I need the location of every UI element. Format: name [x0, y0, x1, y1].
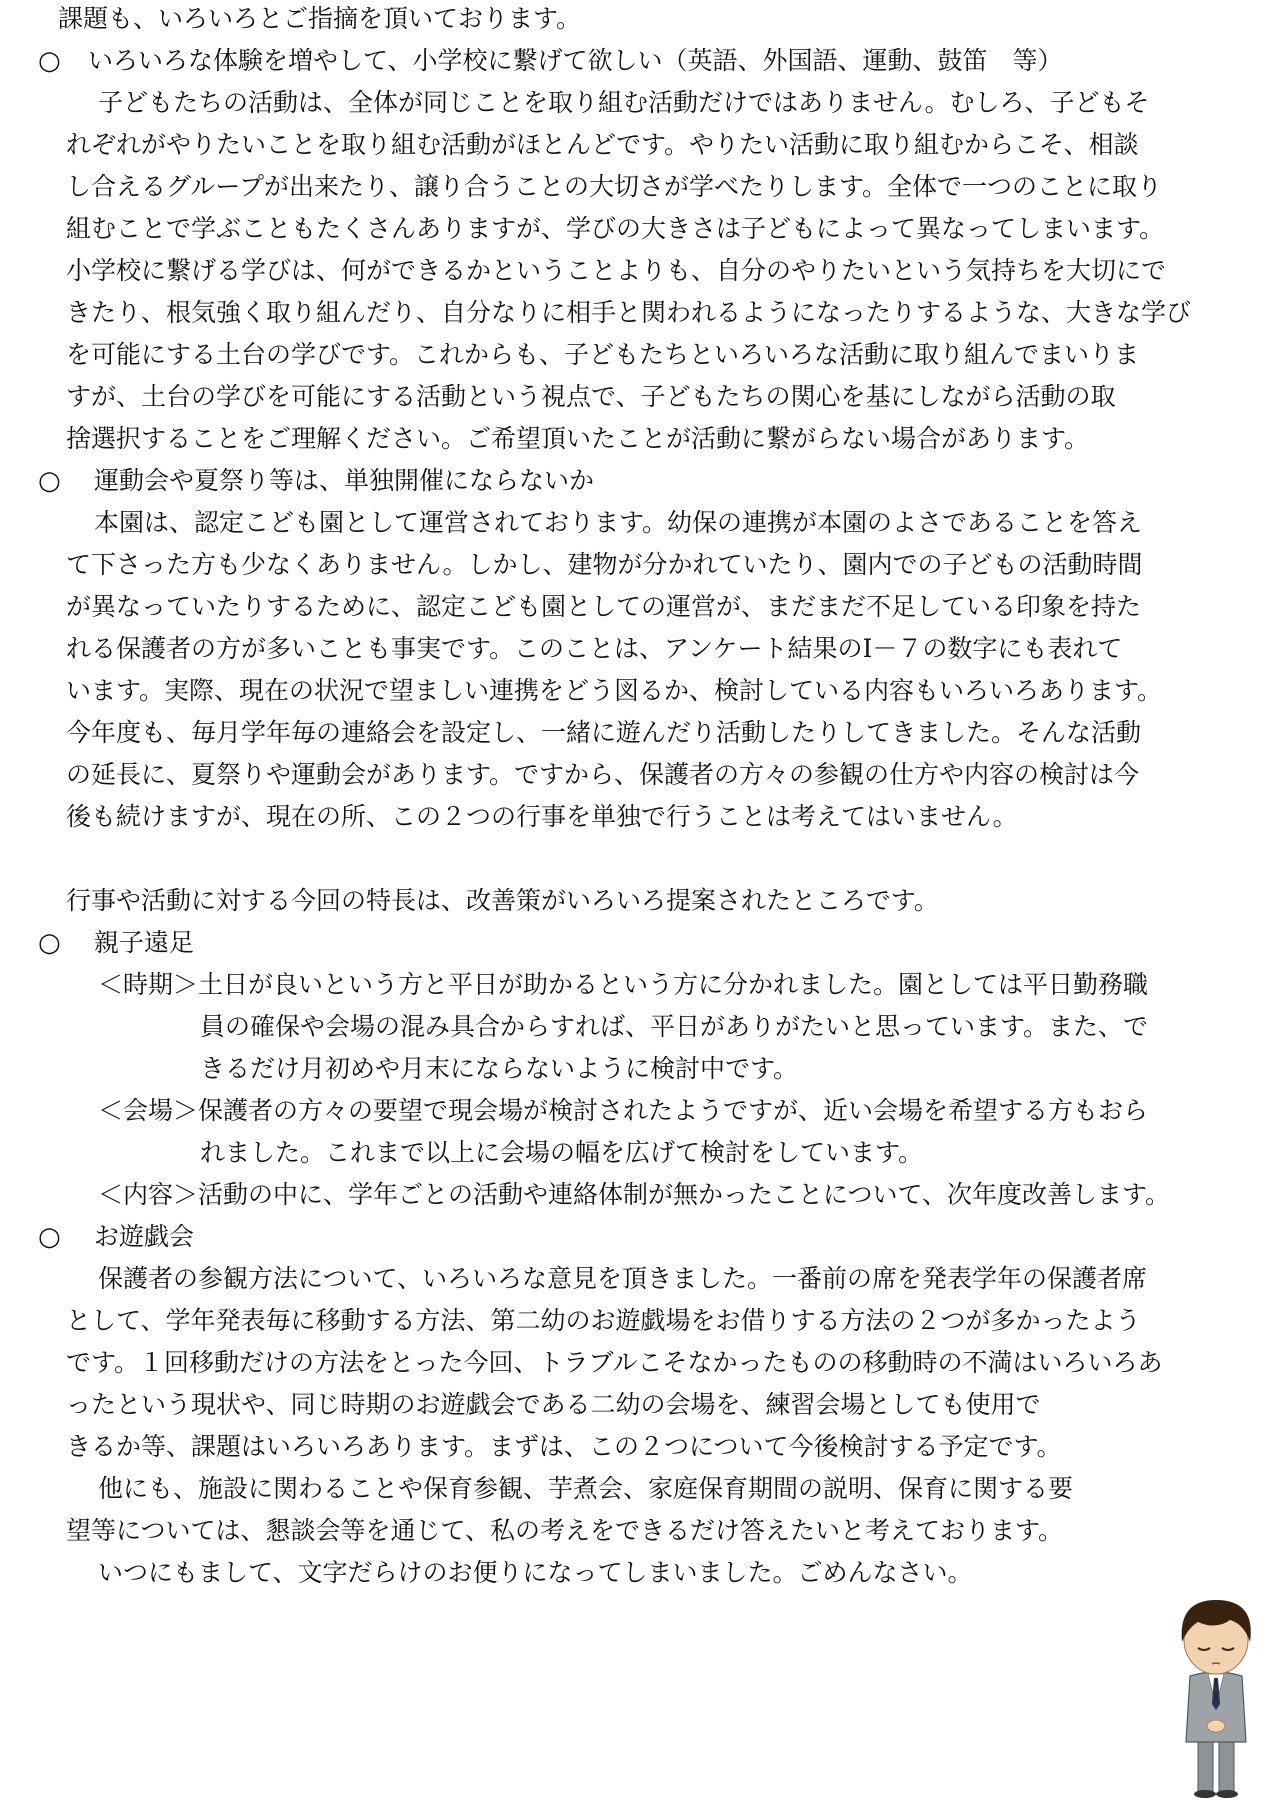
text-line: 本園は、認定こども園として運営されております。幼保の連携が本園のよさであることを答え	[94, 508, 1143, 537]
text-line: て下さった方も少なくありません。しかし、建物が分かれていたり、園内での子どもの活動時間	[66, 550, 1143, 579]
text-line: 後も続けますが、現在の所、この２つの行事を単独で行うことは考えてはいません。	[66, 802, 1018, 831]
text-line: きるだけ月初めや月末にならないように検討中です。	[200, 1054, 799, 1083]
text-line: きるか等、課題はいろいろあります。まずは、この２つについて今後検討する予定です。	[66, 1432, 1062, 1461]
bullet-circle: ○	[38, 466, 61, 496]
text-line: です。１回移動だけの方法をとった今回、トラブルこそなかったものの移動時の不満はいろいろあ	[66, 1348, 1163, 1377]
bullet-circle: ○	[38, 1222, 61, 1252]
text-line: 員の確保や会場の混み具合からすれば、平日がありがたいと思っています。また、で	[200, 1012, 1149, 1041]
section-heading-experiences: いろいろな体験を増やして、小学校に繋げて欲しい（英語、外国語、運動、鼓笛 等）	[88, 46, 1063, 75]
bowing-staff-illustration	[1168, 1586, 1264, 1798]
text-line: 保護者の参観方法について、いろいろな意見を頂きました。一番前の席を発表学年の保護者席	[98, 1264, 1148, 1293]
bullet-circle: ○	[38, 928, 61, 958]
text-line: 組むことで学ぶこともたくさんありますが、学びの大きさは子どもによって異なってしまいます。	[66, 214, 1165, 243]
text-line: 課題も、いろいろとご指摘を頂いております。	[58, 4, 582, 33]
text-line: すが、土台の学びを可能にする活動という視点で、子どもたちの関心を基にしながら活動の取	[66, 382, 1116, 411]
text-line: ったという現状や、同じ時期のお遊戯会である二幼の会場を、練習会場としても使用で	[66, 1390, 1041, 1419]
text-line: います。実際、現在の状況で望ましい連携をどう図るか、検討している内容もいろいろあります。	[66, 676, 1163, 705]
text-line: 今年度も、毎月学年毎の連絡会を設定し、一緒に遊んだり活動したりしてきました。そんな活動	[66, 718, 1142, 747]
section-heading-recital: お遊戯会	[94, 1222, 195, 1251]
text-line: 他にも、施設に関わることや保育参観、芋煮会、家庭保育期間の説明、保育に関する要	[98, 1474, 1074, 1503]
text-line: いつにもまして、文字だらけのお便りになってしまいました。ごめんなさい。	[98, 1558, 973, 1587]
section-heading-events: 運動会や夏祭り等は、単独開催にならないか	[94, 466, 595, 495]
text-line: 小学校に繋げる学びは、何ができるかということよりも、自分のやりたいという気持ちを大切にで	[66, 256, 1167, 285]
text-line: ＜会場＞保護者の方々の要望で現会場が検討されたようですが、近い会場を希望する方もおら	[98, 1096, 1149, 1125]
text-line: を可能にする土台の学びです。これからも、子どもたちといろいろな活動に取り組んでまいりま	[66, 340, 1140, 369]
text-line: れる保護者の方が多いことも事実です。このことは、アンケート結果のⅠ－７の数字にも表れて	[66, 634, 1123, 663]
text-line: ＜時期＞土日が良いという方と平日が助かるという方に分かれました。園としては平日勤務職	[98, 970, 1149, 999]
text-line: 望等については、懇談会等を通じて、私の考えをできるだけ答えたいと考えております。	[66, 1516, 1064, 1545]
text-line: 子どもたちの活動は、全体が同じことを取り組む活動だけではありません。むしろ、子どもそ	[98, 88, 1150, 117]
text-line: し合えるグループが出来たり、譲り合うことの大切さが学べたりします。全体で一つのことに取り	[66, 172, 1163, 201]
text-line: として、学年発表毎に移動する方法、第二幼のお遊戯場をお借りする方法の２つが多かったよう	[66, 1306, 1141, 1335]
text-line: 捨選択することをご理解ください。ご希望頂いたことが活動に繋がらない場合があります。	[66, 424, 1090, 453]
text-line: の延長に、夏祭りや運動会があります。ですから、保護者の方々の参観の仕方や内容の検討は今	[66, 760, 1140, 789]
text-line: 行事や活動に対する今回の特長は、改善策がいろいろ提案されたところです。	[66, 886, 939, 915]
text-line: が異なっていたりするために、認定こども園としての運営が、まだまだ不足している印象を持た	[66, 592, 1142, 621]
text-line: れぞれがやりたいことを取り組む活動がほとんどです。やりたい活動に取り組むからこそ、相談	[66, 130, 1139, 159]
text-line: れました。これまで以上に会場の幅を広げて検討をしています。	[200, 1138, 924, 1167]
section-heading-excursion: 親子遠足	[94, 928, 195, 957]
text-line: きたり、根気強く取り組んだり、自分なりに相手と関われるようになったりするような、大きな学び	[66, 298, 1192, 327]
bullet-circle: ○	[38, 46, 61, 76]
text-line: ＜内容＞活動の中に、学年ごとの活動や連絡体制が無かったことについて、次年度改善します。	[98, 1180, 1171, 1209]
